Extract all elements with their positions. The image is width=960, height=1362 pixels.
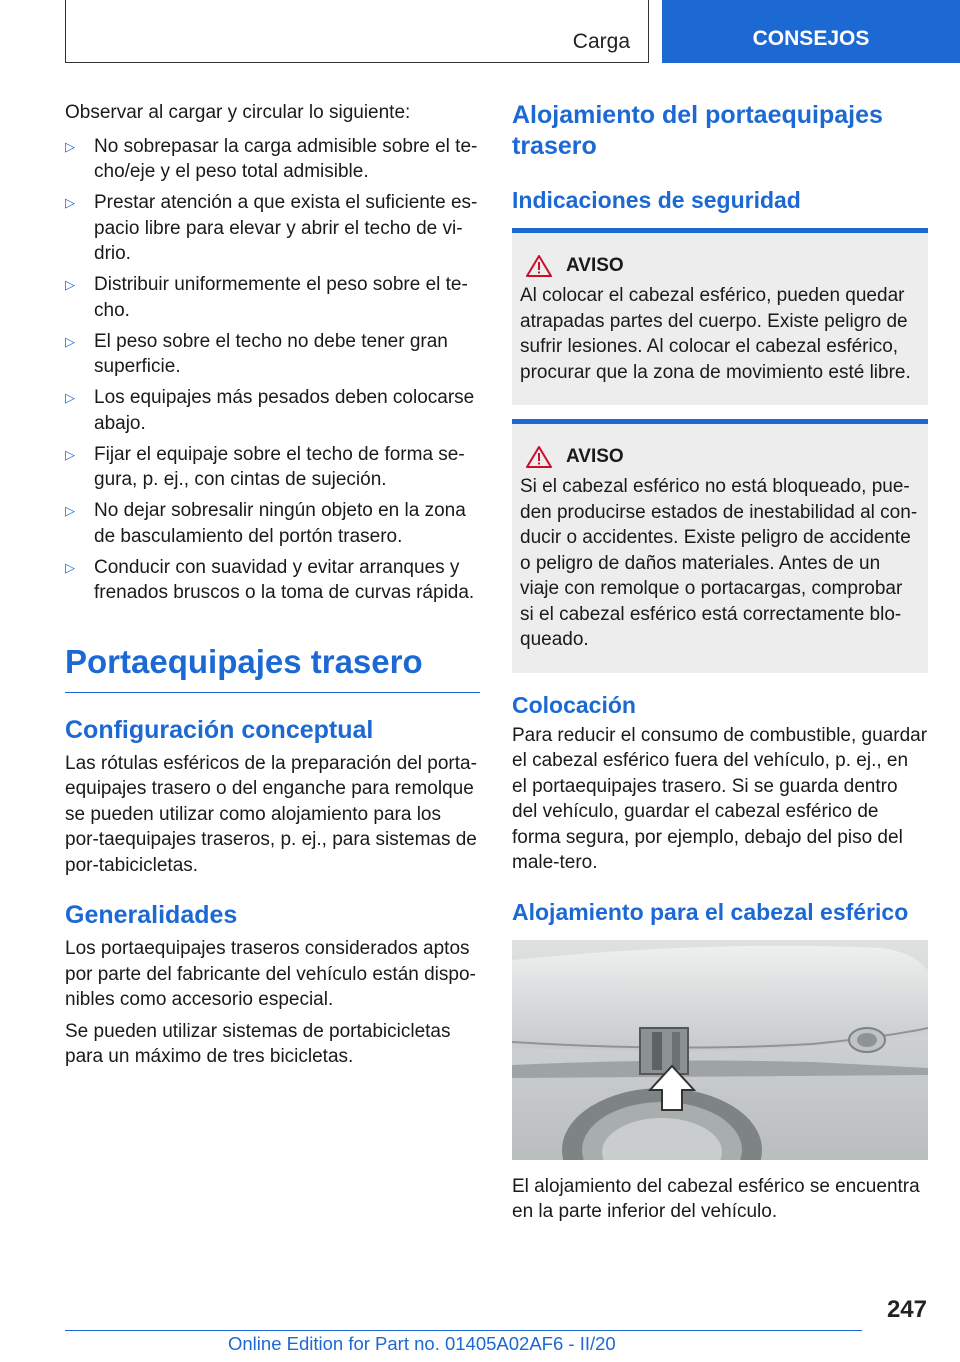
warning-box [512, 419, 928, 673]
heading-indicaciones-seguridad: Indicaciones de seguridad [512, 187, 801, 213]
warning-box [512, 228, 928, 405]
warning-title: AVISO [566, 255, 624, 276]
paragraph-generalidades-2: Se pueden utilizar sistemas de portabicicletas para un máximo de tres bicicletas. [65, 1020, 451, 1067]
triangle-bullet-icon: ▷ [65, 446, 75, 462]
warning-title: AVISO [566, 446, 624, 467]
paragraph-generalidades-1: Los portaequipajes traseros considerados aptos por parte del fabricante del vehículo están dispo-nibles como accesorio especial. [65, 938, 476, 1010]
header-section-title: Carga [572, 30, 630, 53]
right-column [512, 100, 928, 1225]
triangle-bullet-icon: ▷ [65, 138, 75, 154]
heading-alojamiento-cabezal: Alojamiento para el cabezal esférico [512, 898, 909, 925]
warning-text: Al colocar el cabezal esférico, pueden quedar atrapadas partes del cuerpo. Existe peligro de sufrir lesiones. Al colocar el cabezal esférico, procurar que la zona de movimiento esté libre. [520, 285, 911, 383]
header-frame [65, 0, 649, 63]
heading-generalidades: Generalidades [65, 901, 238, 929]
triangle-bullet-icon: ▷ [65, 559, 75, 575]
page-number: 247 [886, 1296, 927, 1323]
list-item: ▷ Conducir con suavidad y evitar arranques y frenados bruscos o la toma de curvas rápida. [65, 556, 475, 603]
intro-text: Observar al cargar y circular lo siguiente: [65, 102, 411, 123]
heading-configuracion: Configuración conceptual [65, 715, 374, 744]
paragraph-colocacion: Para reducir el consumo de combustible, guardar el cabezal esférico fuera del vehículo, p. ej., en el portaequipajes trasero. Si se guarda dentro del vehículo, guardar el cabezal esférico de forma segura, por ejemplo, debajo del piso del male-tero. [512, 724, 928, 873]
header-chapter-tab[interactable]: CONSEJOS [662, 0, 960, 63]
warning-triangle-icon [526, 446, 552, 468]
list-item: ▷ Distribuir uniformemente el peso sobre el te-cho. [65, 274, 468, 321]
heading-alojamiento-portaequipajes: Alojamiento del portaequipajes trasero [512, 101, 883, 160]
triangle-bullet-icon: ▷ [65, 195, 75, 210]
vehicle-underside-photo [512, 940, 928, 1160]
heading-colocacion: Colocación [512, 691, 636, 718]
image-caption: El alojamiento del cabezal esférico se encuentra en la parte inferior del vehículo. [512, 1175, 920, 1222]
list-item: ▷ Los equipajes más pesados deben colocarse abajo. [65, 387, 475, 434]
left-column [65, 100, 480, 1070]
triangle-bullet-icon: ▷ [65, 277, 75, 292]
list-item: ▷ No dejar sobresalir ningún objeto en la zona de basculamiento del portón trasero. [65, 500, 466, 547]
triangle-bullet-icon: ▷ [65, 503, 75, 518]
triangle-bullet-icon: ▷ [65, 333, 75, 349]
bullet-list [65, 134, 480, 606]
list-item: ▷ Prestar atención a que exista el suficiente es-pacio libre para elevar y abrir el techo de vi-drio. [65, 192, 478, 264]
paragraph-configuracion: Las rótulas esféricos de la preparación del porta-equipajes trasero o del enganche para remolque se pueden utilizar como alojamiento para los por-taequipajes traseros, p. ej., para sistemas de por-tabicicletas. [65, 752, 477, 876]
warning-text: Si el cabezal esférico no está bloqueado, pue-den producirse estados de inestabilidad al con-ducir o accidentes. Existe peligro de accidente o peligro de daños materiales. Antes de un viaje con remolque o portacargas, comprobar si el cabezal esférico está correctamente blo-queado. [520, 476, 918, 650]
list-item: ▷ No sobrepasar la carga admisible sobre el te-cho/eje y el peso total admisible. [65, 135, 478, 182]
section-title-portaequipajes: Portaequipajes trasero [65, 642, 480, 693]
warning-triangle-icon [526, 255, 552, 277]
footer-edition-text: Online Edition for Part no. 01405A02AF6 - II/20 [228, 1333, 616, 1354]
triangle-bullet-icon: ▷ [65, 390, 75, 405]
list-item: ▷ El peso sobre el techo no debe tener gran superficie. [65, 330, 448, 377]
list-item: ▷ Fijar el equipaje sobre el techo de forma se-gura, p. ej., con cintas de sujeción. [65, 443, 465, 490]
footer-divider [65, 1330, 862, 1331]
